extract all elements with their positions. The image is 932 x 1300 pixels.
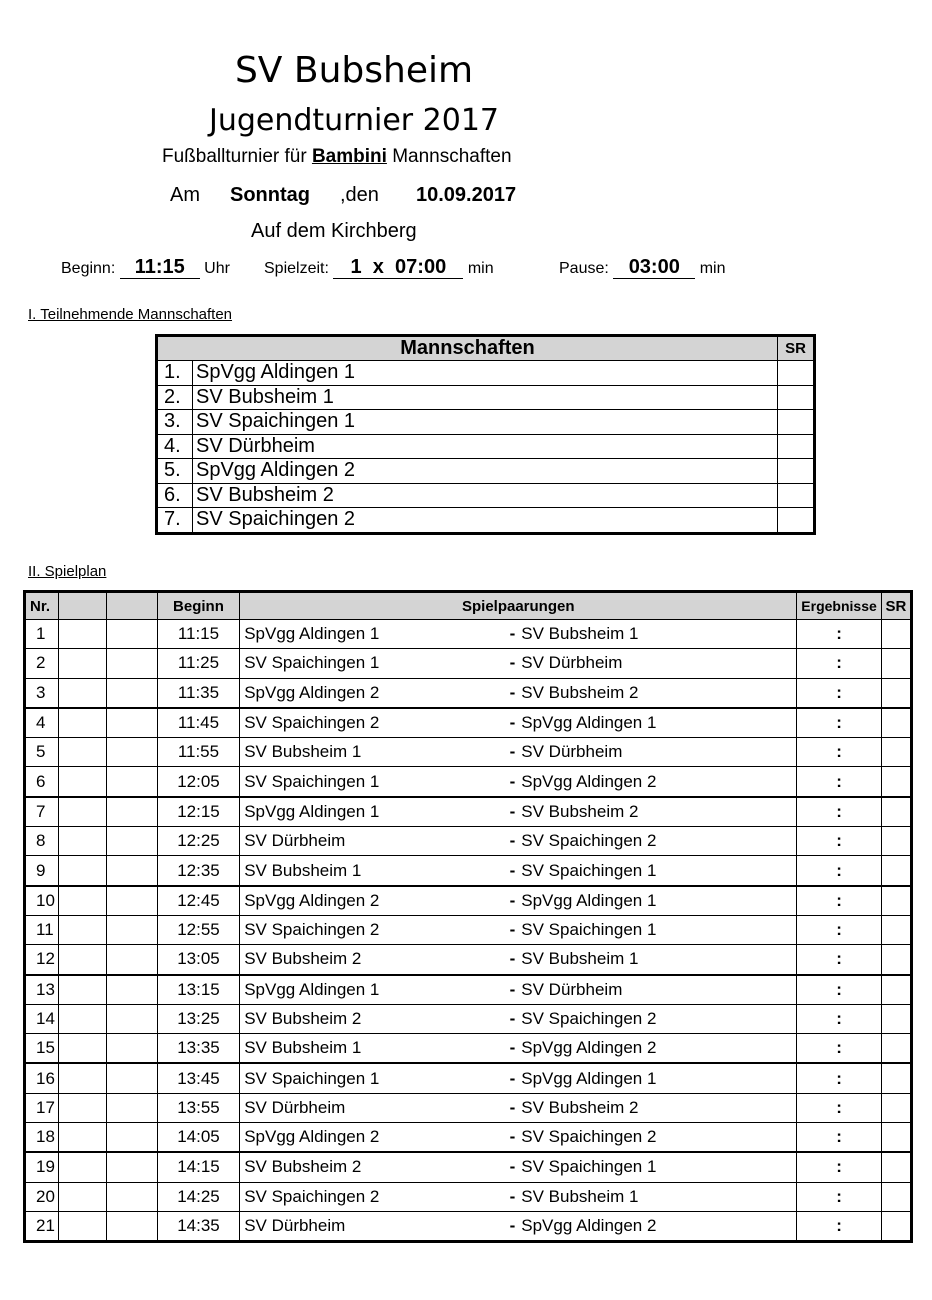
match-blank-2 <box>107 1063 157 1093</box>
match-result: : <box>797 1182 881 1211</box>
match-row <box>25 1182 912 1211</box>
match-dash: - <box>503 886 521 916</box>
spielzeit-x: x <box>372 256 384 278</box>
match-blank-1 <box>59 1211 107 1241</box>
teams-header-row <box>157 336 815 361</box>
team-row <box>157 385 815 410</box>
match-nr: 20 <box>25 1182 59 1211</box>
match-row <box>25 1034 912 1064</box>
beginn-label: Beginn: <box>61 260 116 277</box>
match-row <box>25 1123 912 1153</box>
match-result: : <box>797 797 881 827</box>
beginn-value: 11:15 <box>120 256 200 279</box>
match-result: : <box>797 708 881 738</box>
am-label: Am <box>170 184 200 206</box>
subtitle <box>162 146 512 168</box>
match-away: SV Spaichingen 1 <box>521 1152 797 1182</box>
match-home: SpVgg Aldingen 1 <box>240 620 503 649</box>
spielzeit-label: Spielzeit: <box>264 260 329 277</box>
match-away: SpVgg Aldingen 1 <box>521 886 797 916</box>
pause-unit: min <box>699 260 726 277</box>
match-result: : <box>797 827 881 856</box>
match-time: 12:55 <box>157 915 239 944</box>
match-home: SV Spaichingen 1 <box>240 767 503 797</box>
match-away: SV Spaichingen 2 <box>521 1004 797 1033</box>
team-row <box>157 434 815 459</box>
match-away: SV Spaichingen 1 <box>521 915 797 944</box>
match-away: SV Dürbheim <box>521 975 797 1005</box>
match-home: SpVgg Aldingen 1 <box>240 797 503 827</box>
match-result: : <box>797 1152 881 1182</box>
match-time: 14:15 <box>157 1152 239 1182</box>
match-nr: 12 <box>25 945 59 975</box>
match-sr <box>881 620 911 649</box>
match-home: SpVgg Aldingen 2 <box>240 1123 503 1153</box>
match-home: SV Bubsheim 2 <box>240 1004 503 1033</box>
match-dash: - <box>503 767 521 797</box>
teams-sr-header: SR <box>778 336 815 361</box>
match-blank-1 <box>59 1152 107 1182</box>
match-dash: - <box>503 945 521 975</box>
match-row <box>25 827 912 856</box>
col-empty-2 <box>107 592 157 620</box>
match-home: SV Dürbheim <box>240 1093 503 1122</box>
match-blank-1 <box>59 1123 107 1153</box>
match-sr <box>881 1093 911 1122</box>
match-blank-2 <box>107 1034 157 1064</box>
match-result: : <box>797 649 881 678</box>
match-result: : <box>797 915 881 944</box>
team-name: SpVgg Aldingen 1 <box>193 361 778 386</box>
match-dash: - <box>503 915 521 944</box>
team-name: SV Bubsheim 2 <box>193 483 778 508</box>
plan-heading: II. Spielplan <box>28 563 107 580</box>
subtitle-category: Bambini <box>311 146 387 167</box>
team-row <box>157 508 815 534</box>
match-blank-1 <box>59 1004 107 1033</box>
match-sr <box>881 856 911 886</box>
match-blank-2 <box>107 1182 157 1211</box>
match-blank-2 <box>107 1123 157 1153</box>
team-sr-cell <box>778 361 815 386</box>
teams-heading: I. Teilnehmende Mannschaften <box>28 306 233 323</box>
match-dash: - <box>503 738 521 767</box>
match-time: 13:55 <box>157 1093 239 1122</box>
tournament-title: Jugendturnier 2017 <box>208 103 500 138</box>
match-nr: 2 <box>25 649 59 678</box>
team-nr: 4. <box>157 434 193 459</box>
match-row <box>25 767 912 797</box>
match-blank-1 <box>59 620 107 649</box>
match-sr <box>881 1211 911 1241</box>
spielzeit-value: 07:00 <box>395 256 447 278</box>
team-name: SV Dürbheim <box>193 434 778 459</box>
team-name: SpVgg Aldingen 2 <box>193 459 778 484</box>
match-blank-1 <box>59 649 107 678</box>
spielzeit-count: 1 <box>350 256 362 278</box>
day-value: Sonntag <box>230 184 310 206</box>
team-name: SV Spaichingen 1 <box>193 410 778 435</box>
match-away: SV Spaichingen 1 <box>521 856 797 886</box>
match-nr: 11 <box>25 915 59 944</box>
spielzeit-unit: min <box>467 260 494 277</box>
match-blank-1 <box>59 767 107 797</box>
match-sr <box>881 886 911 916</box>
match-away: SV Spaichingen 2 <box>521 827 797 856</box>
match-blank-2 <box>107 1211 157 1241</box>
match-nr: 13 <box>25 975 59 1005</box>
match-home: SV Spaichingen 1 <box>240 1063 503 1093</box>
match-nr: 19 <box>25 1152 59 1182</box>
match-row <box>25 1152 912 1182</box>
match-nr: 8 <box>25 827 59 856</box>
match-away: SV Dürbheim <box>521 738 797 767</box>
match-nr: 7 <box>25 797 59 827</box>
match-time: 13:05 <box>157 945 239 975</box>
match-dash: - <box>503 708 521 738</box>
match-blank-1 <box>59 975 107 1005</box>
match-dash: - <box>503 975 521 1005</box>
match-blank-1 <box>59 827 107 856</box>
match-time: 11:15 <box>157 620 239 649</box>
team-sr-cell <box>778 410 815 435</box>
match-home: SV Bubsheim 2 <box>240 945 503 975</box>
match-time: 12:25 <box>157 827 239 856</box>
match-result: : <box>797 738 881 767</box>
col-empty-1 <box>59 592 107 620</box>
match-nr: 4 <box>25 708 59 738</box>
match-time: 12:45 <box>157 886 239 916</box>
match-dash: - <box>503 797 521 827</box>
match-home: SV Bubsheim 1 <box>240 738 503 767</box>
match-result: : <box>797 678 881 708</box>
match-time: 13:15 <box>157 975 239 1005</box>
match-result: : <box>797 1063 881 1093</box>
match-row <box>25 620 912 649</box>
match-nr: 10 <box>25 886 59 916</box>
team-nr: 6. <box>157 483 193 508</box>
match-blank-1 <box>59 678 107 708</box>
match-row <box>25 886 912 916</box>
match-result: : <box>797 856 881 886</box>
match-home: SV Spaichingen 2 <box>240 915 503 944</box>
date-value: 10.09.2017 <box>416 184 517 206</box>
match-row <box>25 678 912 708</box>
match-blank-2 <box>107 649 157 678</box>
match-time: 11:35 <box>157 678 239 708</box>
spielzeit-row <box>264 256 494 279</box>
match-time: 14:35 <box>157 1211 239 1241</box>
team-row <box>157 483 815 508</box>
match-result: : <box>797 620 881 649</box>
match-sr <box>881 915 911 944</box>
match-away: SV Bubsheim 1 <box>521 620 797 649</box>
match-nr: 21 <box>25 1211 59 1241</box>
match-time: 14:25 <box>157 1182 239 1211</box>
team-nr: 7. <box>157 508 193 534</box>
match-nr: 17 <box>25 1093 59 1122</box>
col-nr: Nr. <box>25 592 59 620</box>
match-blank-2 <box>107 620 157 649</box>
match-time: 13:25 <box>157 1004 239 1033</box>
match-sr <box>881 827 911 856</box>
match-row <box>25 738 912 767</box>
match-home: SV Spaichingen 2 <box>240 1182 503 1211</box>
team-name: SV Bubsheim 1 <box>193 385 778 410</box>
match-sr <box>881 708 911 738</box>
match-sr <box>881 1034 911 1064</box>
match-row <box>25 945 912 975</box>
match-home: SV Bubsheim 1 <box>240 856 503 886</box>
match-result: : <box>797 886 881 916</box>
match-dash: - <box>503 1152 521 1182</box>
match-dash: - <box>503 1034 521 1064</box>
match-result: : <box>797 1211 881 1241</box>
match-row <box>25 1004 912 1033</box>
match-row <box>25 1211 912 1241</box>
match-result: : <box>797 1034 881 1064</box>
match-result: : <box>797 975 881 1005</box>
match-dash: - <box>503 1182 521 1211</box>
match-blank-2 <box>107 738 157 767</box>
match-sr <box>881 1123 911 1153</box>
subtitle-prefix: Fußballturnier für <box>162 146 307 167</box>
match-time: 11:45 <box>157 708 239 738</box>
team-row <box>157 410 815 435</box>
team-nr: 5. <box>157 459 193 484</box>
team-row <box>157 459 815 484</box>
match-dash: - <box>503 1063 521 1093</box>
match-blank-2 <box>107 945 157 975</box>
den-label: ,den <box>340 184 379 206</box>
match-nr: 14 <box>25 1004 59 1033</box>
match-blank-2 <box>107 886 157 916</box>
match-blank-1 <box>59 1063 107 1093</box>
match-time: 13:45 <box>157 1063 239 1093</box>
match-dash: - <box>503 856 521 886</box>
match-nr: 15 <box>25 1034 59 1064</box>
match-home: SV Bubsheim 1 <box>240 1034 503 1064</box>
match-blank-1 <box>59 945 107 975</box>
match-sr <box>881 1063 911 1093</box>
match-dash: - <box>503 620 521 649</box>
team-nr: 2. <box>157 385 193 410</box>
match-blank-1 <box>59 1034 107 1064</box>
match-result: : <box>797 945 881 975</box>
match-blank-1 <box>59 1093 107 1122</box>
match-sr <box>881 649 911 678</box>
match-home: SV Bubsheim 2 <box>240 1152 503 1182</box>
match-sr <box>881 797 911 827</box>
match-home: SV Dürbheim <box>240 1211 503 1241</box>
match-home: SV Spaichingen 2 <box>240 708 503 738</box>
match-blank-2 <box>107 1004 157 1033</box>
beginn-row <box>61 256 230 279</box>
location: Auf dem Kirchberg <box>251 220 417 242</box>
subtitle-suffix: Mannschaften <box>392 146 512 167</box>
match-dash: - <box>503 1123 521 1153</box>
match-sr <box>881 678 911 708</box>
match-row <box>25 975 912 1005</box>
match-blank-2 <box>107 797 157 827</box>
match-sr <box>881 767 911 797</box>
match-away: SpVgg Aldingen 1 <box>521 1063 797 1093</box>
match-nr: 3 <box>25 678 59 708</box>
match-blank-2 <box>107 975 157 1005</box>
match-away: SV Bubsheim 1 <box>521 1182 797 1211</box>
match-away: SV Spaichingen 2 <box>521 1123 797 1153</box>
match-nr: 5 <box>25 738 59 767</box>
match-away: SpVgg Aldingen 1 <box>521 708 797 738</box>
match-dash: - <box>503 1093 521 1122</box>
col-sr: SR <box>881 592 911 620</box>
match-result: : <box>797 767 881 797</box>
team-sr-cell <box>778 459 815 484</box>
schedule-table <box>23 590 913 1243</box>
match-blank-1 <box>59 797 107 827</box>
match-away: SpVgg Aldingen 2 <box>521 1211 797 1241</box>
match-blank-1 <box>59 915 107 944</box>
match-row <box>25 797 912 827</box>
match-blank-2 <box>107 678 157 708</box>
team-sr-cell <box>778 434 815 459</box>
spielzeit-field <box>333 256 463 279</box>
match-blank-2 <box>107 1093 157 1122</box>
team-row <box>157 361 815 386</box>
match-away: SV Bubsheim 1 <box>521 945 797 975</box>
match-blank-1 <box>59 738 107 767</box>
match-away: SV Bubsheim 2 <box>521 678 797 708</box>
team-sr-cell <box>778 483 815 508</box>
team-sr-cell <box>778 385 815 410</box>
match-time: 14:05 <box>157 1123 239 1153</box>
match-row <box>25 649 912 678</box>
pause-label: Pause: <box>559 260 609 277</box>
match-home: SpVgg Aldingen 2 <box>240 678 503 708</box>
match-dash: - <box>503 649 521 678</box>
club-title: SV Bubsheim <box>234 50 474 91</box>
match-time: 12:05 <box>157 767 239 797</box>
team-nr: 3. <box>157 410 193 435</box>
match-home: SpVgg Aldingen 1 <box>240 975 503 1005</box>
col-beginn: Beginn <box>157 592 239 620</box>
team-name: SV Spaichingen 2 <box>193 508 778 534</box>
match-time: 12:15 <box>157 797 239 827</box>
match-sr <box>881 1152 911 1182</box>
match-row <box>25 915 912 944</box>
match-sr <box>881 1182 911 1211</box>
match-result: : <box>797 1123 881 1153</box>
match-blank-2 <box>107 767 157 797</box>
match-blank-2 <box>107 708 157 738</box>
team-sr-cell <box>778 508 815 534</box>
col-results: Ergebnisse <box>797 592 881 620</box>
match-sr <box>881 975 911 1005</box>
match-away: SpVgg Aldingen 2 <box>521 1034 797 1064</box>
match-blank-1 <box>59 886 107 916</box>
team-nr: 1. <box>157 361 193 386</box>
match-nr: 16 <box>25 1063 59 1093</box>
match-time: 12:35 <box>157 856 239 886</box>
match-blank-1 <box>59 856 107 886</box>
match-nr: 1 <box>25 620 59 649</box>
match-sr <box>881 738 911 767</box>
match-row <box>25 708 912 738</box>
match-nr: 18 <box>25 1123 59 1153</box>
match-blank-2 <box>107 915 157 944</box>
match-blank-2 <box>107 827 157 856</box>
schedule-header-row <box>25 592 912 620</box>
teams-col-header: Mannschaften <box>157 336 778 361</box>
match-time: 11:55 <box>157 738 239 767</box>
match-home: SV Spaichingen 1 <box>240 649 503 678</box>
match-home: SpVgg Aldingen 2 <box>240 886 503 916</box>
match-time: 11:25 <box>157 649 239 678</box>
match-dash: - <box>503 678 521 708</box>
pause-row <box>559 256 726 279</box>
match-away: SV Dürbheim <box>521 649 797 678</box>
match-result: : <box>797 1093 881 1122</box>
match-dash: - <box>503 827 521 856</box>
match-row <box>25 1093 912 1122</box>
match-nr: 9 <box>25 856 59 886</box>
match-blank-2 <box>107 1152 157 1182</box>
match-nr: 6 <box>25 767 59 797</box>
match-blank-1 <box>59 708 107 738</box>
match-blank-2 <box>107 856 157 886</box>
teams-table <box>155 334 816 535</box>
match-sr <box>881 945 911 975</box>
match-blank-1 <box>59 1182 107 1211</box>
match-away: SV Bubsheim 2 <box>521 797 797 827</box>
col-pairings: Spielpaarungen <box>240 592 797 620</box>
match-row <box>25 1063 912 1093</box>
match-away: SpVgg Aldingen 2 <box>521 767 797 797</box>
match-time: 13:35 <box>157 1034 239 1064</box>
match-result: : <box>797 1004 881 1033</box>
beginn-unit: Uhr <box>204 260 230 277</box>
match-home: SV Dürbheim <box>240 827 503 856</box>
match-row <box>25 856 912 886</box>
match-away: SV Bubsheim 2 <box>521 1093 797 1122</box>
pause-value: 03:00 <box>613 256 695 279</box>
match-dash: - <box>503 1004 521 1033</box>
match-sr <box>881 1004 911 1033</box>
match-dash: - <box>503 1211 521 1241</box>
